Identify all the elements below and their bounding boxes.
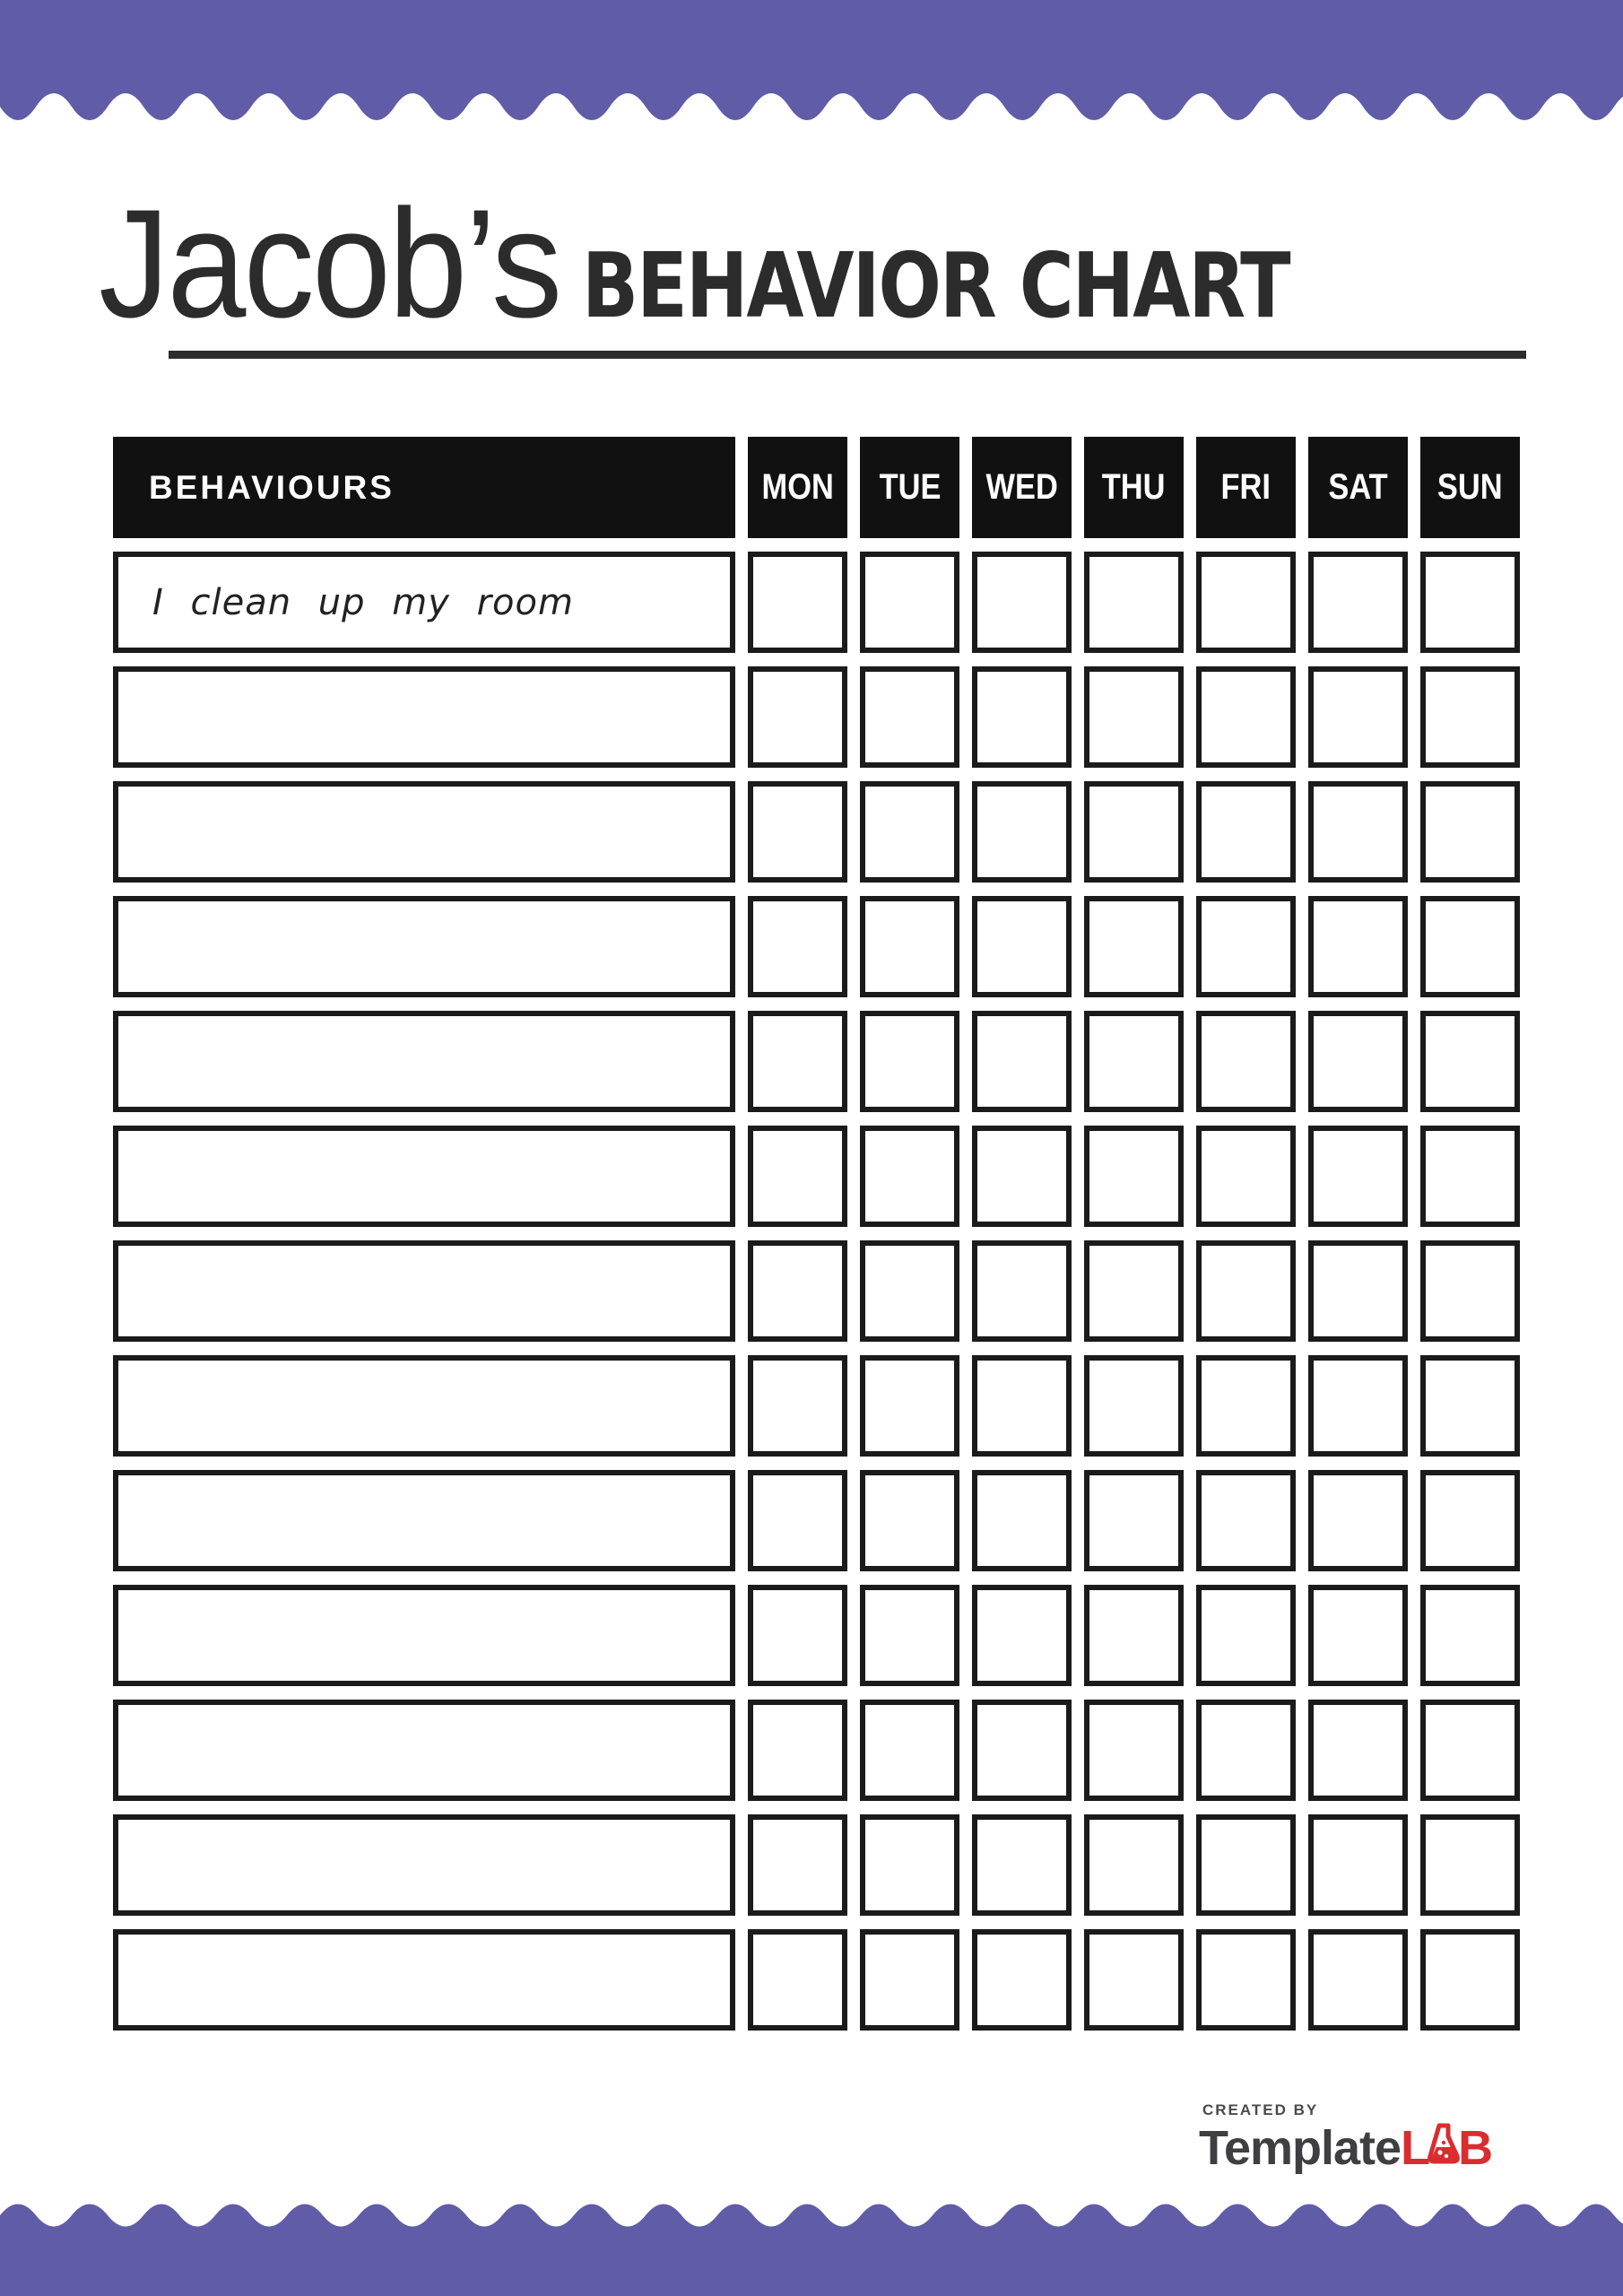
day-check-cell[interactable] <box>748 1240 847 1342</box>
behavior-name-cell[interactable] <box>113 1011 735 1112</box>
day-check-cell[interactable] <box>1196 666 1296 768</box>
day-check-cell[interactable] <box>1308 552 1408 653</box>
top-wave-path <box>0 0 1623 120</box>
day-check-cell[interactable] <box>1196 781 1296 883</box>
day-check-cell[interactable] <box>1196 1585 1296 1686</box>
day-check-cell[interactable] <box>1308 1126 1408 1227</box>
day-check-cell[interactable] <box>972 1700 1072 1801</box>
day-check-cell[interactable] <box>1420 1355 1520 1457</box>
day-check-cell[interactable] <box>748 666 847 768</box>
day-check-cell[interactable] <box>748 1011 847 1112</box>
day-check-cell[interactable] <box>1308 1470 1408 1571</box>
day-check-cell[interactable] <box>1084 552 1184 653</box>
day-header-cell-thu <box>1084 437 1184 538</box>
day-check-cell[interactable] <box>1420 1470 1520 1571</box>
day-check-cell[interactable] <box>748 1585 847 1686</box>
title-chart-label: BEHAVIOR CHART <box>582 233 1289 338</box>
day-check-cell[interactable] <box>1308 896 1408 997</box>
day-check-cell[interactable] <box>1084 1240 1184 1342</box>
day-header-label: THU <box>1102 467 1166 507</box>
brand-template-text: Template <box>1199 2121 1402 2175</box>
day-check-cell[interactable] <box>1084 1355 1184 1457</box>
day-check-cell[interactable] <box>1420 1240 1520 1342</box>
behavior-name-cell[interactable] <box>113 666 735 768</box>
title-underline <box>169 351 1526 359</box>
day-check-cell[interactable] <box>1420 1011 1520 1112</box>
day-check-cell[interactable] <box>1308 1585 1408 1686</box>
day-check-cell[interactable] <box>860 1240 959 1342</box>
behavior-name-cell[interactable] <box>113 1126 735 1227</box>
day-check-cell[interactable] <box>860 1126 959 1227</box>
day-header-cell-wed <box>972 437 1072 538</box>
day-check-cell[interactable] <box>1196 1929 1296 2031</box>
day-check-cell[interactable] <box>860 1470 959 1571</box>
behavior-name-cell[interactable] <box>113 1585 735 1686</box>
footer-logo <box>1199 2101 1493 2175</box>
day-check-cell[interactable] <box>1420 896 1520 997</box>
flask-icon <box>1427 2123 1461 2164</box>
day-header-label: WED <box>985 467 1058 507</box>
day-check-cell[interactable] <box>1196 1240 1296 1342</box>
day-check-cell[interactable] <box>1420 1585 1520 1686</box>
day-check-cell[interactable] <box>972 781 1072 883</box>
day-check-cell[interactable] <box>1084 1700 1184 1801</box>
day-check-cell[interactable] <box>972 1585 1072 1686</box>
day-check-cell[interactable] <box>860 1585 959 1686</box>
day-check-cell[interactable] <box>1084 1011 1184 1112</box>
day-check-cell[interactable] <box>972 1011 1072 1112</box>
day-check-cell[interactable] <box>1196 1700 1296 1801</box>
behavior-name-text: I clean up my room <box>152 581 574 623</box>
day-check-cell[interactable] <box>1308 1814 1408 1916</box>
behavior-name-cell[interactable] <box>113 1814 735 1916</box>
day-header-label: MON <box>761 467 834 507</box>
day-check-cell[interactable] <box>1308 1355 1408 1457</box>
day-check-cell[interactable] <box>972 552 1072 653</box>
day-check-cell[interactable] <box>1308 1700 1408 1801</box>
day-check-cell[interactable] <box>748 1355 847 1457</box>
day-check-cell[interactable] <box>972 1126 1072 1227</box>
day-check-cell[interactable] <box>1308 1240 1408 1342</box>
day-header-label: TUE <box>879 467 941 507</box>
day-check-cell[interactable] <box>860 1929 959 2031</box>
day-check-cell[interactable] <box>1420 1929 1520 2031</box>
day-check-cell[interactable] <box>1196 896 1296 997</box>
bottom-wave <box>0 2197 1623 2296</box>
page-title <box>99 178 1351 350</box>
day-check-cell[interactable] <box>1084 1585 1184 1686</box>
day-check-cell[interactable] <box>748 552 847 653</box>
day-check-cell[interactable] <box>1196 1126 1296 1227</box>
day-check-cell[interactable] <box>972 1929 1072 2031</box>
behavior-name-cell[interactable] <box>113 896 735 997</box>
day-check-cell[interactable] <box>1308 666 1408 768</box>
day-check-cell[interactable] <box>748 1929 847 2031</box>
day-check-cell[interactable] <box>1084 1929 1184 2031</box>
day-header-cell-fri <box>1196 437 1296 538</box>
day-check-cell[interactable] <box>748 1814 847 1916</box>
bottom-wave-path <box>0 2205 1623 2296</box>
day-check-cell[interactable] <box>1420 1814 1520 1916</box>
day-header-label: SUN <box>1437 467 1503 507</box>
day-check-cell[interactable] <box>860 1814 959 1916</box>
day-check-cell[interactable] <box>1084 1470 1184 1571</box>
day-check-cell[interactable] <box>1084 896 1184 997</box>
day-check-cell[interactable] <box>1420 552 1520 653</box>
day-check-cell[interactable] <box>1420 781 1520 883</box>
behavior-name-cell[interactable] <box>113 1355 735 1457</box>
day-check-cell[interactable] <box>860 1011 959 1112</box>
day-check-cell[interactable] <box>1308 1011 1408 1112</box>
day-check-cell[interactable] <box>972 1355 1072 1457</box>
day-check-cell[interactable] <box>1196 1355 1296 1457</box>
behaviours-header-cell: BEHAVIOURS <box>113 437 735 538</box>
day-check-cell[interactable] <box>972 1470 1072 1571</box>
day-check-cell[interactable] <box>972 896 1072 997</box>
behavior-name-cell[interactable] <box>113 1700 735 1801</box>
behavior-name-cell[interactable] <box>113 1470 735 1571</box>
brand-wordmark <box>1199 2121 1493 2175</box>
day-check-cell[interactable] <box>1196 1814 1296 1916</box>
day-check-cell[interactable] <box>1420 666 1520 768</box>
day-check-cell[interactable] <box>1196 1470 1296 1571</box>
behavior-name-cell[interactable] <box>113 552 735 653</box>
brand-l-letter: L <box>1401 2121 1430 2175</box>
top-wave <box>0 0 1623 144</box>
day-check-cell[interactable] <box>972 666 1072 768</box>
day-check-cell[interactable] <box>748 1470 847 1571</box>
day-check-cell[interactable] <box>860 1700 959 1801</box>
day-header-cell-tue <box>860 437 959 538</box>
day-check-cell[interactable] <box>1308 1929 1408 2031</box>
day-header-cell-sun <box>1420 437 1520 538</box>
day-check-cell[interactable] <box>1196 1011 1296 1112</box>
day-check-cell[interactable] <box>1084 666 1184 768</box>
created-by-label: CREATED BY <box>1202 2101 1319 2118</box>
day-check-cell[interactable] <box>748 781 847 883</box>
day-check-cell[interactable] <box>972 1814 1072 1916</box>
day-check-cell[interactable] <box>1084 781 1184 883</box>
day-header-cell-sat <box>1308 437 1408 538</box>
behavior-name-cell[interactable] <box>113 781 735 883</box>
brand-b-letter: B <box>1458 2121 1493 2175</box>
day-check-cell[interactable] <box>1196 552 1296 653</box>
day-check-cell[interactable] <box>860 781 959 883</box>
day-check-cell[interactable] <box>1420 1126 1520 1227</box>
behavior-name-cell[interactable] <box>113 1929 735 2031</box>
day-check-cell[interactable] <box>748 1700 847 1801</box>
day-check-cell[interactable] <box>860 552 959 653</box>
day-check-cell[interactable] <box>1084 1814 1184 1916</box>
day-check-cell[interactable] <box>1308 781 1408 883</box>
day-check-cell[interactable] <box>1084 1126 1184 1227</box>
title-child-name: Jacob’s <box>99 178 560 350</box>
day-check-cell[interactable] <box>860 1355 959 1457</box>
day-check-cell[interactable] <box>972 1240 1072 1342</box>
behavior-table <box>113 437 1520 2031</box>
day-header-label: SAT <box>1328 467 1388 507</box>
day-header-cell-mon <box>748 437 847 538</box>
day-check-cell[interactable] <box>860 896 959 997</box>
day-header-label: FRI <box>1220 467 1271 507</box>
day-check-cell[interactable] <box>860 666 959 768</box>
day-check-cell[interactable] <box>748 896 847 997</box>
day-check-cell[interactable] <box>748 1126 847 1227</box>
day-check-cell[interactable] <box>1420 1700 1520 1801</box>
behavior-name-cell[interactable] <box>113 1240 735 1342</box>
